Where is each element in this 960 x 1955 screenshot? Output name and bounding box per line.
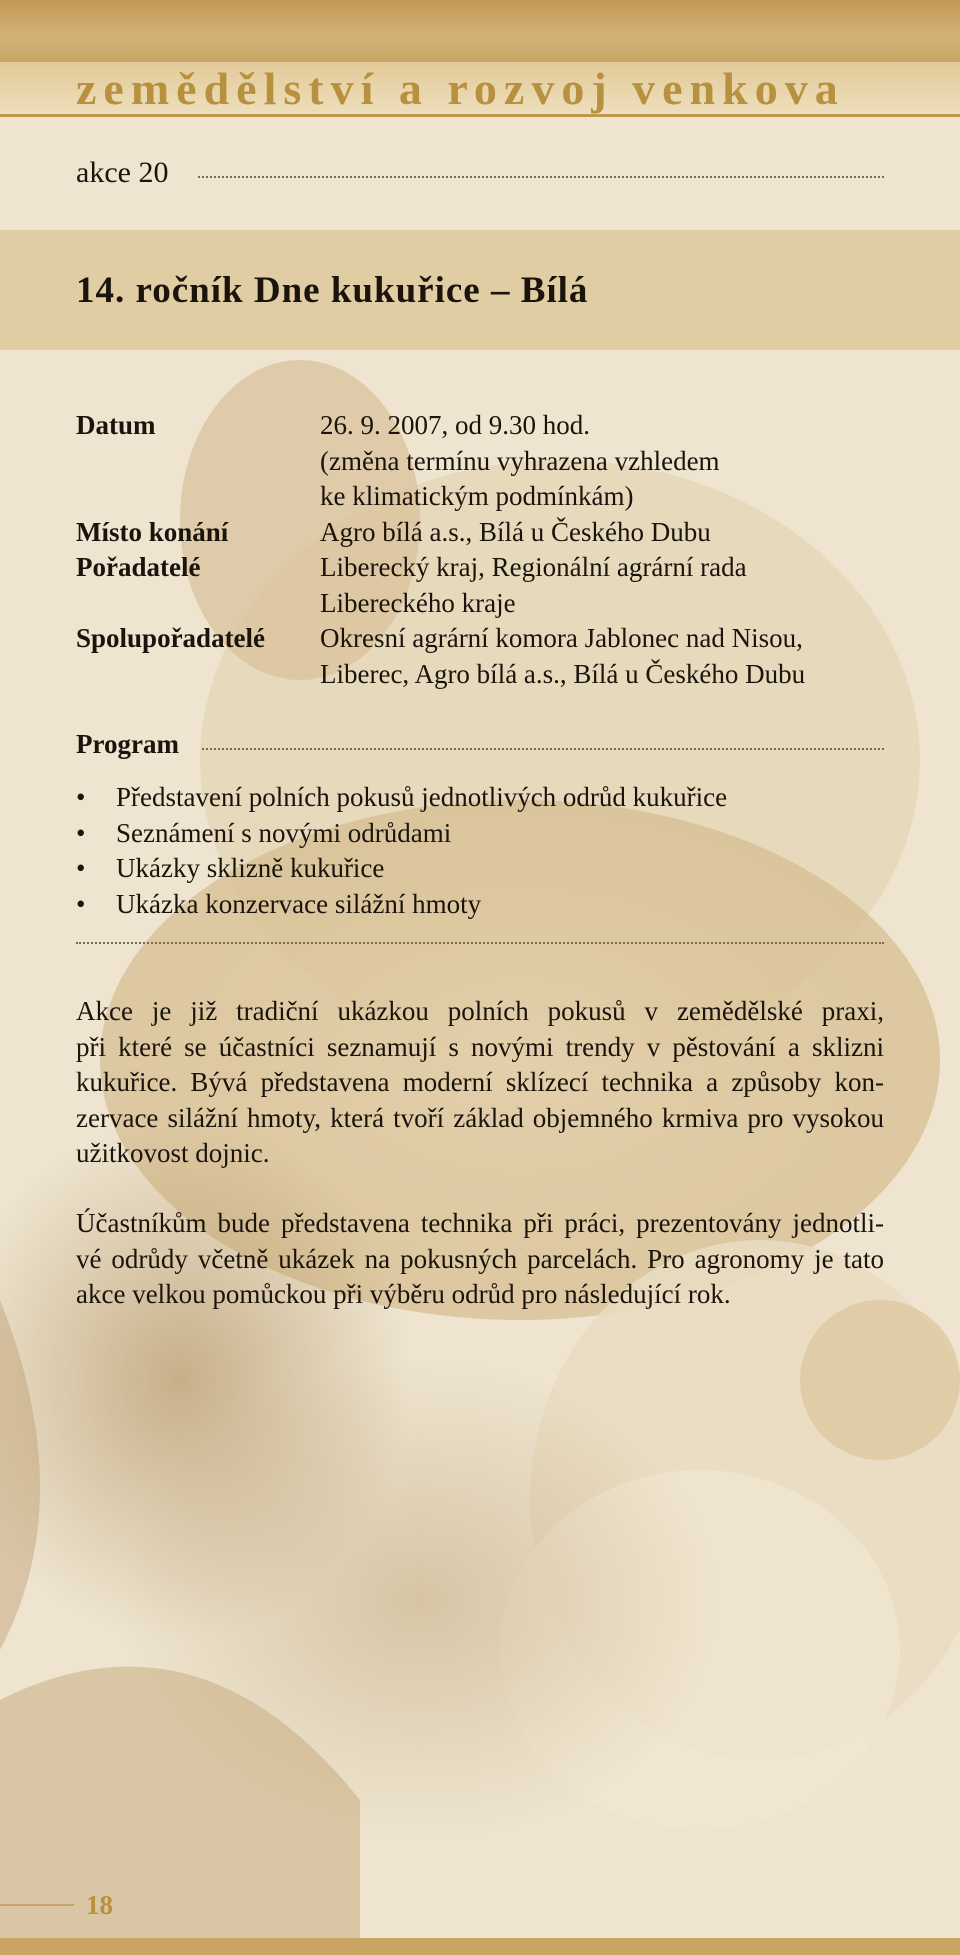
info-key: Spolupořadatelé — [76, 623, 266, 653]
info-row-date — [76, 408, 896, 515]
header-rule — [0, 114, 960, 117]
event-title: 14. ročník Dne kukuřice – Bílá — [76, 270, 589, 311]
program-item: Seznámení s novými odrůdami — [116, 817, 452, 848]
list-item — [76, 851, 727, 887]
page-number-rule — [0, 1904, 74, 1906]
paragraph-line: kukuřice. Bývá představena moderní sklízecí technika a způsoby kon- — [76, 1067, 884, 1097]
info-key: Místo konání — [76, 516, 229, 547]
info-value — [320, 408, 896, 515]
info-row-organizers — [76, 550, 896, 621]
info-line: Okresní agrární komora Jablonec nad Nisou, — [320, 623, 803, 653]
top-decor-band — [0, 0, 960, 62]
info-value — [320, 515, 896, 551]
description-paragraph-1 — [76, 994, 884, 1172]
action-dotted-rule — [198, 176, 884, 178]
info-line: Liberec, Agro bílá a.s., Bílá u Českého Dubu — [320, 658, 806, 689]
program-list — [76, 780, 727, 922]
info-value — [320, 621, 896, 692]
paragraph-line: Akce je již tradiční ukázkou polních pokusů v zemědělské praxi, — [76, 996, 884, 1026]
info-key: Datum — [76, 410, 156, 440]
info-line: Liberecký kraj, Regionální agrární rada — [320, 552, 747, 582]
info-row-coorganizers — [76, 621, 896, 692]
section-dotted-separator — [76, 942, 884, 944]
paragraph-line: Účastníkům bude představena technika při práci, prezentovány jednotli- — [76, 1208, 884, 1238]
bullet-icon: • — [76, 888, 86, 919]
paragraph-line: při které se účastníci seznamují s novými trendy v pěstování a sklizni — [76, 1031, 884, 1062]
bullet-icon: • — [76, 817, 86, 848]
event-info — [76, 408, 896, 692]
paragraph-line: užitkovost dojnic. — [76, 1138, 270, 1168]
paragraph-line: zervace silážní hmoty, která tvoří základ objemného krmiva pro vysokou — [76, 1102, 884, 1133]
info-line: ke klimatickým podmínkám) — [320, 481, 634, 511]
program-dotted-rule — [202, 748, 884, 750]
paragraph-line: vé odrůdy včetně ukázek na pokusných parcelách. Pro agronomy je tato — [76, 1243, 884, 1274]
info-line: 26. 9. 2007, od 9.30 hod. — [320, 410, 590, 440]
list-item — [76, 816, 727, 852]
info-value — [320, 550, 896, 621]
info-line: Agro bílá a.s., Bílá u Českého Dubu — [320, 516, 711, 547]
program-item: Představení polních pokusů jednotlivých odrůd kukuřice — [116, 782, 728, 812]
program-heading: Program — [76, 729, 179, 759]
list-item — [76, 780, 727, 816]
page-number: 18 — [86, 1890, 113, 1920]
info-line: (změna termínu vyhrazena vzhledem — [320, 445, 720, 476]
info-row-venue — [76, 515, 896, 551]
program-item: Ukázky sklizně kukuřice — [116, 853, 385, 883]
bottom-decor-band — [0, 1938, 960, 1955]
program-item: Ukázka konzervace silážní hmoty — [116, 888, 482, 919]
series-title: zemědělství a rozvoj venkova — [76, 63, 845, 114]
paragraph-line: akce velkou pomůckou při výběru odrůd pro následující rok. — [76, 1279, 731, 1309]
list-item — [76, 887, 727, 923]
action-label: akce 20 — [76, 156, 169, 189]
info-key: Pořadatelé — [76, 552, 201, 582]
bullet-icon: • — [76, 853, 86, 883]
info-line: Libereckého kraje — [320, 587, 516, 618]
bullet-icon: • — [76, 782, 86, 812]
description-paragraph-2 — [76, 1206, 884, 1313]
